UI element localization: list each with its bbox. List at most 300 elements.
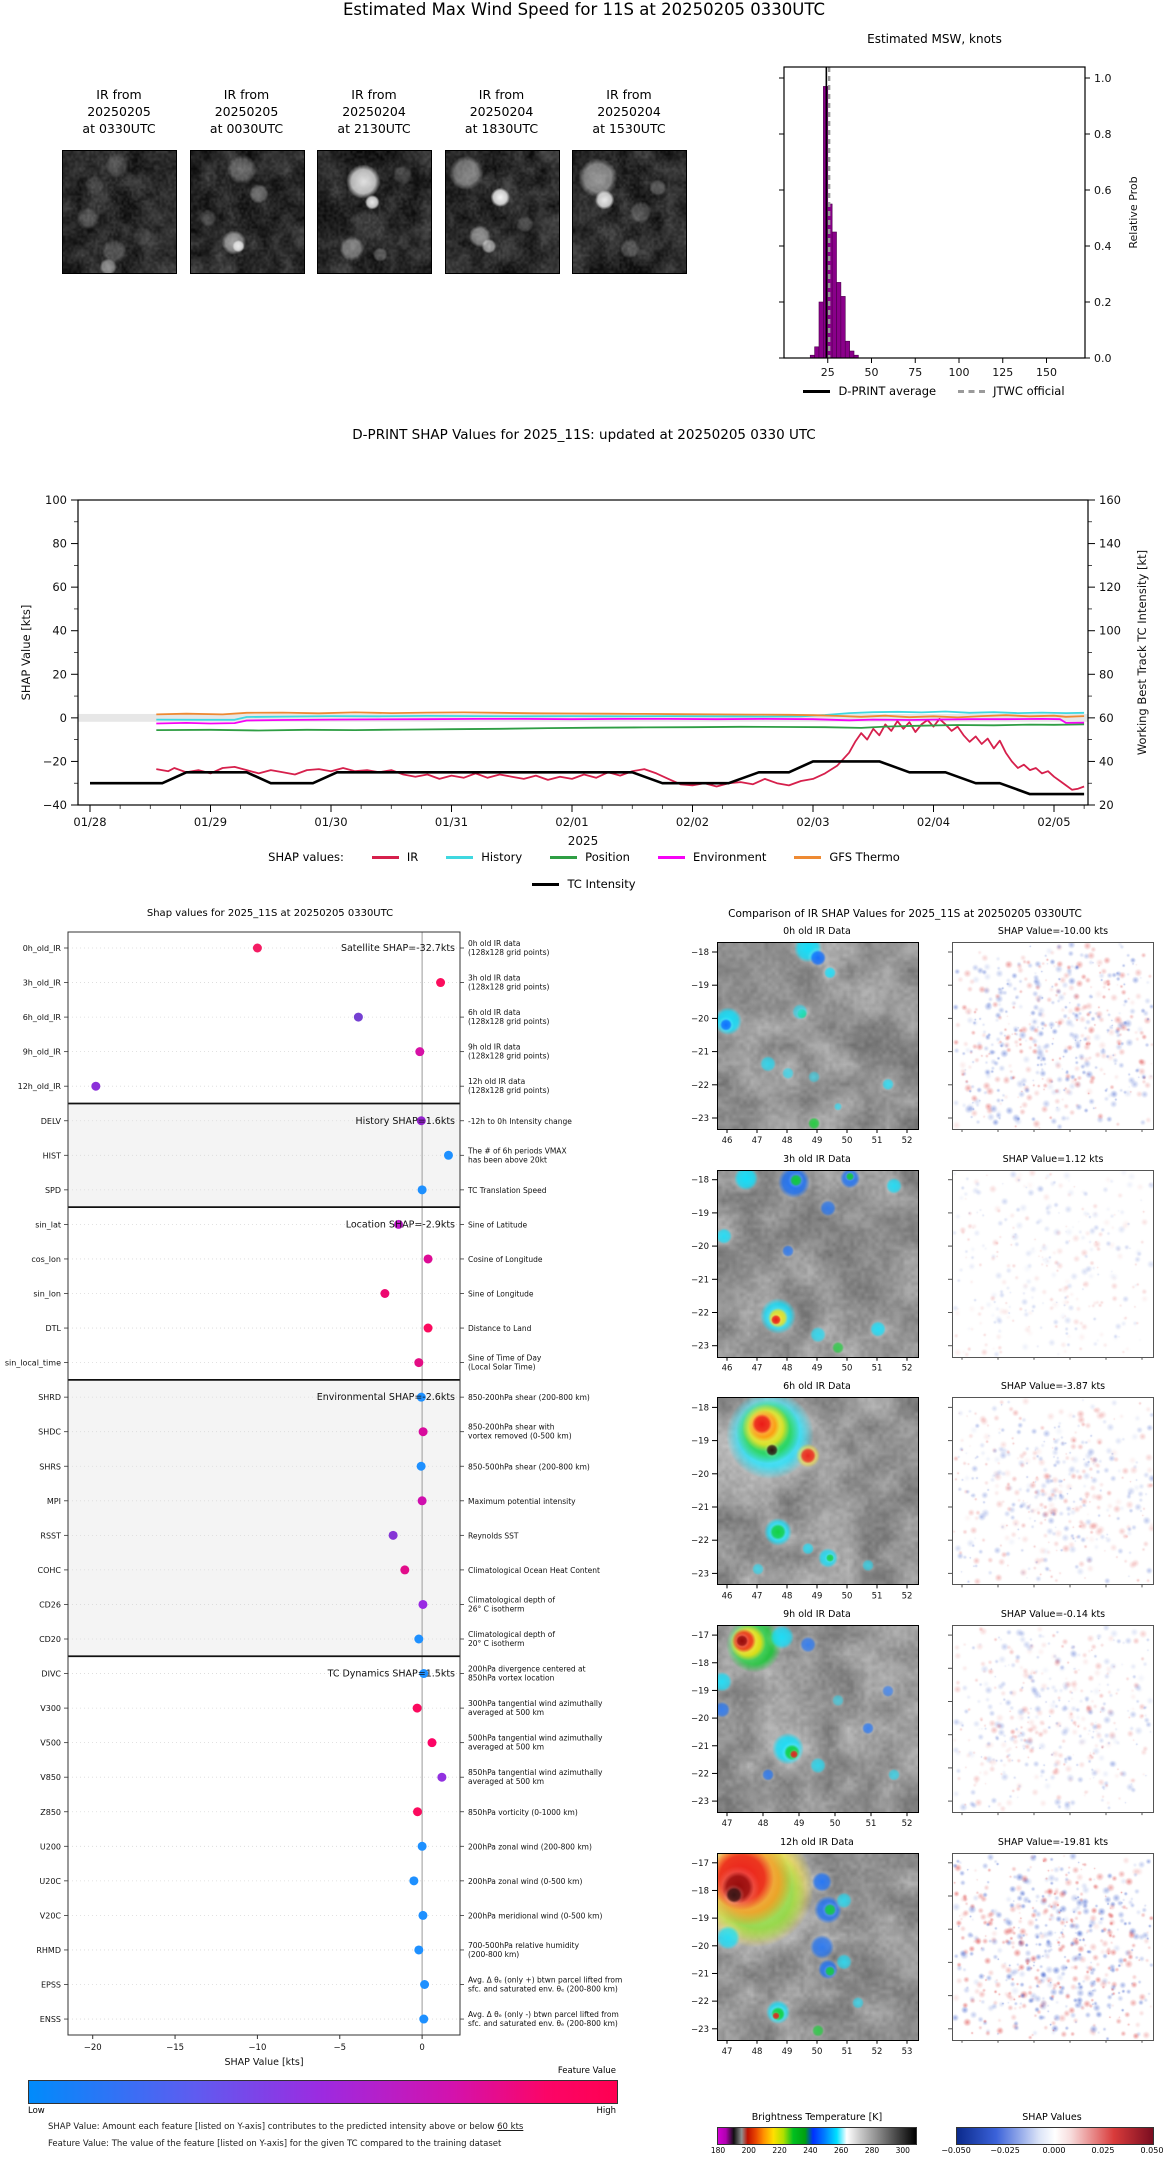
section-label: Location SHAP=-2.9kts xyxy=(345,1219,455,1231)
feature-name: RSST xyxy=(40,1531,61,1541)
legend-dprint-average xyxy=(803,384,936,398)
y-tick-label: 120 xyxy=(1099,580,1121,595)
thumb-label-line2: 20250205 xyxy=(87,104,151,119)
shap-dot-SHRS xyxy=(417,1462,426,1471)
feature-description: sfc. and saturated env. θₑ (200-800 km) xyxy=(468,1984,618,1994)
x-tick-label: −15 xyxy=(166,2043,185,2053)
map-y-tick-label: −17 xyxy=(691,1631,709,1642)
feature-name: DTL xyxy=(45,1324,61,1334)
map-y-tick-label: −22 xyxy=(691,1769,709,1780)
feature-description: -12h to 0h Intensity change xyxy=(468,1116,572,1126)
map-y-tick-label: −21 xyxy=(691,1503,709,1513)
legend-label: GFS Thermo xyxy=(829,850,900,864)
feature-description: Climatological depth of xyxy=(468,1630,555,1639)
shap-dot-6h_old_IR xyxy=(354,1013,363,1022)
x-tick-label: −5 xyxy=(333,2043,347,2053)
shap-timeseries-chart xyxy=(0,420,1168,848)
feature-description: averaged at 500 km xyxy=(468,1777,545,1787)
map-y-tick-label: −23 xyxy=(691,1341,709,1352)
feature-value-colorbar xyxy=(28,2080,618,2104)
histogram-bar xyxy=(845,341,849,358)
y-tick-label: 20 xyxy=(52,667,67,682)
feature-description: Avg. Δ θₑ (only -) btwn parcel lifted from xyxy=(468,2010,619,2020)
x-tick-label: 02/04 xyxy=(916,815,951,829)
shap-map-image xyxy=(952,1397,1154,1585)
y-axis-label-right: Working Best Track TC Intensity [kt] xyxy=(1135,549,1149,756)
thumb-label-line1: IR from xyxy=(223,87,270,102)
legend-label: Environment xyxy=(692,850,767,864)
feature-description: 12h old IR data xyxy=(468,1077,526,1087)
shap-dot-MPI xyxy=(418,1496,427,1505)
map-x-tick-label: 47 xyxy=(751,1136,763,1146)
feature-name: 6h_old_IR xyxy=(22,1013,61,1023)
x-tick-label: 75 xyxy=(908,366,923,379)
thumb-label-line2: 20250204 xyxy=(342,104,406,119)
x-tick-label: 50 xyxy=(864,366,879,379)
thumb-label-line3: at 0330UTC xyxy=(82,121,156,136)
map-y-tick-label: −20 xyxy=(691,1242,709,1253)
map-y-tick-label: −21 xyxy=(691,1275,709,1286)
histogram-bar xyxy=(850,351,854,358)
map-x-tick-label: 50 xyxy=(811,2046,823,2057)
map-x-tick-label: 49 xyxy=(811,1363,823,1374)
map-x-tick-label: 49 xyxy=(793,1819,805,1830)
feature-name: U20C xyxy=(39,1876,61,1886)
legend-item-tc-intensity xyxy=(532,877,635,891)
x-tick-label: 125 xyxy=(992,366,1014,379)
timeseries-legend-row1 xyxy=(0,850,1168,864)
y-tick-label: 40 xyxy=(52,623,67,638)
feature-name: U200 xyxy=(39,1842,61,1852)
feature-name: 3h_old_IR xyxy=(22,978,61,988)
ir-map-image xyxy=(717,1853,919,2041)
thumb-label-line3: at 2130UTC xyxy=(337,121,411,136)
feature-description: Climatological Ocean Heat Content xyxy=(468,1565,600,1575)
feature-name: ENSS xyxy=(39,2015,61,2025)
feature-name: sin_lat xyxy=(35,1220,61,1230)
thumb-label-line1: IR from xyxy=(606,87,652,102)
feature-name: SHRD xyxy=(38,1393,61,1403)
comparison-title: Comparison of IR SHAP Values for 2025_11S at 20250205 0330UTC xyxy=(728,908,1082,920)
y-tick-label: 20 xyxy=(1099,798,1114,812)
feature-description: averaged at 500 km xyxy=(468,1708,545,1718)
section-label: Environmental SHAP=-2.6kts xyxy=(316,1392,455,1404)
feature-description: 200hPa divergence centered at xyxy=(468,1664,586,1674)
y-tick-label: −40 xyxy=(42,798,67,812)
map-y-tick-label: −18 xyxy=(691,1886,709,1897)
x-tick-label: −10 xyxy=(248,2043,267,2053)
shap-map-image xyxy=(952,1625,1154,1813)
brightness-temp-colorbar-title: Brightness Temperature [K] xyxy=(751,2112,883,2123)
map-x-tick-label: 51 xyxy=(871,1591,883,1602)
map-x-tick-label: 50 xyxy=(841,1136,853,1146)
feature-description: sfc. and saturated env. θₑ (200-800 km) xyxy=(468,2019,618,2029)
map-x-tick-label: 51 xyxy=(871,1363,883,1374)
dashed-line-swatch xyxy=(958,390,985,393)
shap-dot-V850 xyxy=(437,1773,446,1782)
map-y-tick-label: −23 xyxy=(691,1114,709,1124)
legend-label: Position xyxy=(585,850,630,864)
feature-description: 6h old IR data xyxy=(468,1008,521,1018)
shap-colorbar-tick-label: 0.050 xyxy=(1140,2146,1164,2155)
legend-jtwc-official xyxy=(958,384,1064,398)
thumb-label-line1: IR from xyxy=(351,87,397,102)
shap-map-title: SHAP Value=-0.14 kts xyxy=(1000,1609,1106,1621)
map-x-tick-label: 52 xyxy=(871,2046,883,2057)
shap-dot-12h_old_IR xyxy=(91,1082,100,1091)
histogram-bar xyxy=(819,302,823,358)
map-y-tick-label: −21 xyxy=(691,1741,709,1752)
feature-description: 3h old IR data xyxy=(468,973,521,983)
ir-thumbnail-label xyxy=(564,86,694,137)
x-tick-label: 02/02 xyxy=(675,815,710,829)
y-tick-label: −20 xyxy=(42,754,67,769)
shap-dot-V20C xyxy=(418,1911,427,1920)
map-y-tick-label: −22 xyxy=(691,1997,709,2008)
feature-description: vortex removed (0-500 km) xyxy=(468,1431,572,1441)
ir-thumbnail-label xyxy=(182,86,312,137)
shap-values-colorbar-title: SHAP Values xyxy=(1022,2112,1082,2123)
y-tick-label: 0.6 xyxy=(1094,184,1112,197)
map-y-tick-label: −19 xyxy=(691,1914,709,1925)
bt-colorbar-tick-label: 300 xyxy=(895,2146,910,2155)
y-tick-label: 40 xyxy=(1099,754,1114,769)
map-y-tick-label: −21 xyxy=(691,1969,709,1980)
feature-description: 200hPa meridional wind (0-500 km) xyxy=(468,1911,603,1921)
feature-description: (200-800 km) xyxy=(468,1949,520,1959)
map-y-tick-label: −18 xyxy=(691,1658,709,1669)
shap-map-title: SHAP Value=-10.00 kts xyxy=(997,926,1109,937)
map-y-tick-label: −19 xyxy=(691,1686,709,1697)
map-x-tick-label: 49 xyxy=(811,1136,823,1146)
feature-description: has been above 20kt xyxy=(468,1155,547,1165)
histogram-bar xyxy=(841,296,845,358)
legend-label: JTWC official xyxy=(993,384,1065,398)
feature-name: HIST xyxy=(42,1151,61,1161)
feature-description: Maximum potential intensity xyxy=(468,1496,576,1506)
legend-item-history xyxy=(446,850,522,864)
line-swatch xyxy=(372,856,399,859)
section-label: TC Dynamics SHAP=1.5kts xyxy=(327,1668,455,1680)
y-tick-label: 0 xyxy=(59,710,67,725)
histogram-bar xyxy=(828,204,832,358)
line-swatch xyxy=(532,883,559,886)
feature-name: SHDC xyxy=(38,1427,61,1437)
feature-name: 0h_old_IR xyxy=(22,944,61,953)
feature-name: sin_local_time xyxy=(4,1358,61,1368)
feature-name: Z850 xyxy=(40,1807,61,1817)
feature-description: 850hPa tangential wind azimuthally xyxy=(468,1768,603,1778)
line-swatch xyxy=(550,856,577,859)
feature-name: CD20 xyxy=(39,1635,61,1644)
shap-colorbar-tick-label: 0.025 xyxy=(1091,2146,1115,2155)
feature-name: COHC xyxy=(37,1565,61,1575)
feature-description: Climatological depth of xyxy=(468,1595,555,1605)
shap-colorbar-tick-label: 0.000 xyxy=(1042,2146,1066,2155)
map-y-tick-label: −23 xyxy=(691,1797,709,1808)
bt-colorbar-tick-label: 240 xyxy=(803,2146,818,2155)
feature-name: SHRS xyxy=(39,1462,61,1472)
footnote-text: SHAP Value: Amount each feature [listed on Y-axis] contributes to the predicted intensity above or below xyxy=(48,2122,498,2132)
feature-description: 850-200hPa shear (200-800 km) xyxy=(468,1393,590,1403)
ir-thumbnail-label xyxy=(437,86,567,137)
feature-description: (128x128 grid points) xyxy=(468,948,550,957)
map-x-tick-label: 48 xyxy=(781,1136,793,1146)
feature-name: RHMD xyxy=(36,1945,61,1955)
thumb-label-line2: 20250204 xyxy=(469,104,534,119)
feature-value-footnote: Feature Value: The value of the feature [listed on Y-axis] for the given TC compared to the training dataset xyxy=(48,2139,502,2149)
shap-dot-Z850 xyxy=(413,1807,422,1816)
feature-description: (128x128 grid points) xyxy=(468,1086,550,1096)
map-x-tick-label: 51 xyxy=(865,1819,877,1830)
map-y-tick-label: −18 xyxy=(691,1403,709,1414)
shap-dot-U200 xyxy=(418,1842,427,1851)
ir-map-title: 3h old IR Data xyxy=(783,1153,851,1165)
map-y-tick-label: −22 xyxy=(691,1536,709,1547)
map-y-tick-label: −21 xyxy=(691,1047,709,1058)
feature-description: TC Translation Speed xyxy=(468,1185,547,1195)
brightness-temp-colorbar xyxy=(717,2127,917,2145)
timeseries-legend-row2 xyxy=(0,877,1168,891)
x-tick-label: 25 xyxy=(820,366,835,379)
map-x-tick-label: 47 xyxy=(751,1363,763,1374)
map-x-tick-label: 52 xyxy=(901,1136,913,1146)
histogram-bar xyxy=(815,347,819,358)
feature-name: 12h_old_IR xyxy=(17,1082,61,1092)
map-x-tick-label: 47 xyxy=(751,1591,763,1602)
shap-map-image xyxy=(952,1170,1154,1358)
axes-box xyxy=(78,500,1088,805)
y-tick-label: 1.0 xyxy=(1094,72,1112,85)
x-tick-label: 01/30 xyxy=(314,815,348,829)
ir-thumbnail-image xyxy=(445,150,560,274)
thumb-label-line2: 20250204 xyxy=(597,104,661,119)
map-y-tick-label: −18 xyxy=(691,948,709,958)
x-tick-label: 01/31 xyxy=(434,815,469,829)
shap-dot-RHMD xyxy=(414,1945,423,1954)
map-y-tick-label: −19 xyxy=(691,981,709,992)
bt-colorbar-tick-label: 280 xyxy=(864,2146,880,2155)
shap-dot-RSST xyxy=(389,1531,398,1540)
ir-map-image xyxy=(717,942,919,1130)
legend-label: IR xyxy=(406,850,419,864)
legend-label: History xyxy=(481,850,523,864)
y-tick-label: 80 xyxy=(52,536,67,551)
legend-item-environment xyxy=(658,850,766,864)
x-tick-label: 01/29 xyxy=(193,815,228,829)
legend-item-ir xyxy=(372,850,418,864)
feature-name: V850 xyxy=(40,1773,61,1783)
shap-dot-U20C xyxy=(409,1876,418,1885)
feature-name: V20C xyxy=(39,1911,61,1921)
ir-thumbnail-label xyxy=(54,86,184,137)
legend-label: D-PRINT average xyxy=(838,384,937,398)
map-y-tick-label: −20 xyxy=(691,1941,709,1952)
map-y-tick-label: −20 xyxy=(691,1014,709,1025)
shap-map-title: SHAP Value=-19.81 kts xyxy=(997,1836,1109,1848)
shap-map-title: SHAP Value=-3.87 kts xyxy=(1000,1381,1106,1393)
x-tick-label: 02/01 xyxy=(555,815,589,829)
feature-description: Sine of Latitude xyxy=(468,1220,528,1230)
feature-name: CD26 xyxy=(39,1600,61,1610)
legend-label: TC Intensity xyxy=(567,877,636,891)
histogram-bar xyxy=(832,232,836,358)
ir-thumbnail-label xyxy=(309,86,439,137)
map-x-tick-label: 50 xyxy=(829,1819,841,1830)
map-x-tick-label: 48 xyxy=(781,1591,793,1602)
feature-name: SPD xyxy=(44,1185,61,1195)
feature-description: 700-500hPa relative humidity xyxy=(468,1940,580,1950)
feature-name: EPSS xyxy=(40,1980,61,1990)
ir-thumbnail-image xyxy=(190,150,305,274)
feature-description: Sine of Longitude xyxy=(468,1289,534,1299)
series-position xyxy=(156,724,1084,730)
shap-colorbar-tick-label: −0.025 xyxy=(990,2146,1020,2155)
page-title: Estimated Max Wind Speed for 11S at 20250205 0330UTC xyxy=(342,0,826,19)
ir-map-image xyxy=(717,1397,919,1585)
line-swatch xyxy=(446,856,473,859)
shap-dot-V500 xyxy=(428,1738,437,1747)
shap-dot-SPD xyxy=(418,1185,427,1194)
shap-dot-CD20 xyxy=(414,1635,423,1644)
histogram-legend xyxy=(700,384,1168,398)
map-y-tick-label: −17 xyxy=(691,1858,709,1869)
bt-colorbar-tick-label: 180 xyxy=(710,2146,726,2155)
map-x-tick-label: 52 xyxy=(901,1591,913,1602)
shap-dot-CD26 xyxy=(418,1600,427,1609)
map-x-tick-label: 51 xyxy=(841,2046,853,2057)
shap-dot-COHC xyxy=(400,1565,409,1574)
shap-dot-EPSS xyxy=(420,1980,429,1989)
feature-description: 20° C isotherm xyxy=(468,1639,525,1648)
thumb-label-line1: IR from xyxy=(478,87,525,102)
histogram-title: Estimated MSW, knots xyxy=(867,32,1002,46)
shap-dot-DTL xyxy=(424,1324,433,1333)
feature-description: 0h old IR data xyxy=(468,939,521,948)
line-swatch xyxy=(658,856,685,859)
ir-map-image xyxy=(717,1170,919,1358)
feature-name: V300 xyxy=(40,1704,61,1714)
feature-description: (128x128 grid points) xyxy=(468,982,550,992)
feature-description: Sine of Time of Day xyxy=(468,1353,542,1363)
feature-description: (Local Solar Time) xyxy=(468,1362,536,1372)
map-x-tick-label: 50 xyxy=(841,1363,853,1374)
section-shading xyxy=(68,1380,460,1656)
feature-description: The # of 6h periods VMAX xyxy=(468,1146,567,1156)
shap-dot-cos_lon xyxy=(424,1254,433,1263)
shap-colorbar-tick-label: −0.050 xyxy=(941,2146,971,2155)
map-x-tick-label: 46 xyxy=(721,1591,733,1602)
y-tick-label: 0.0 xyxy=(1094,352,1112,365)
feature-name: V500 xyxy=(40,1738,61,1748)
ir-map-title: 9h old IR Data xyxy=(783,1609,851,1621)
histogram-bar xyxy=(836,282,840,358)
legend-item-gfs-thermo xyxy=(794,850,899,864)
line-swatch xyxy=(794,856,821,859)
series-tc-intensity xyxy=(90,761,1084,794)
feature-description: (128x128 grid points) xyxy=(468,1051,550,1061)
map-y-tick-label: −18 xyxy=(691,1175,709,1186)
footnote-underlined: 60 kts xyxy=(497,2122,524,2132)
ir-thumbnail-image xyxy=(572,150,687,274)
feature-description: 9h old IR data xyxy=(468,1042,521,1052)
map-x-tick-label: 50 xyxy=(841,1591,853,1602)
map-x-tick-label: 46 xyxy=(721,1363,733,1374)
feature-description: 300hPa tangential wind azimuthally xyxy=(468,1699,603,1709)
shap-dot-0h_old_IR xyxy=(253,944,262,953)
map-y-tick-label: −20 xyxy=(691,1714,709,1725)
feature-name: DIVC xyxy=(41,1669,61,1679)
ir-map-title: 6h old IR Data xyxy=(783,1381,851,1393)
map-x-tick-label: 52 xyxy=(901,1819,913,1830)
thumb-label-line3: at 1830UTC xyxy=(464,121,539,136)
x-tick-label: 02/03 xyxy=(796,815,830,829)
x-axis-label: SHAP Value [kts] xyxy=(224,2057,304,2068)
shap-value-footnote xyxy=(48,2122,523,2132)
thumb-label-line1: IR from xyxy=(96,87,142,102)
ir-map-title: 0h old IR Data xyxy=(783,926,851,937)
y-tick-label: 100 xyxy=(45,493,67,507)
x-axis-label: 2025 xyxy=(567,834,599,848)
map-y-tick-label: −20 xyxy=(691,1469,709,1480)
shap-map-title: SHAP Value=1.12 kts xyxy=(1002,1153,1104,1165)
map-x-tick-label: 53 xyxy=(901,2046,913,2057)
map-x-tick-label: 49 xyxy=(811,1591,823,1602)
map-x-tick-label: 47 xyxy=(721,1819,733,1830)
msw-histogram xyxy=(700,28,1168,378)
y-tick-label: 60 xyxy=(52,580,67,595)
map-x-tick-label: 52 xyxy=(901,1363,913,1374)
y-axis-label: Relative Prob xyxy=(1127,176,1140,249)
feature-description: Distance to Land xyxy=(468,1324,532,1334)
feature-description: 850hPa vortex location xyxy=(468,1673,555,1683)
map-y-tick-label: −23 xyxy=(691,1569,709,1580)
feature-name: DELV xyxy=(40,1116,61,1126)
feature-name: 9h_old_IR xyxy=(22,1047,61,1057)
y-tick-label: 100 xyxy=(1099,623,1121,638)
map-y-tick-label: −19 xyxy=(691,1208,709,1219)
feature-description: Reynolds SST xyxy=(468,1531,519,1541)
shap-dot-HIST xyxy=(444,1151,453,1160)
shap-dot-SHDC xyxy=(419,1427,428,1436)
map-y-tick-label: −22 xyxy=(691,1080,709,1091)
y-tick-label: 160 xyxy=(1099,493,1121,507)
ir-thumbnail-image xyxy=(317,150,432,274)
shap-dot-sin_lon xyxy=(380,1289,389,1298)
feature-name: sin_lon xyxy=(33,1289,61,1299)
map-y-tick-label: −19 xyxy=(691,1436,709,1447)
feature-description: Avg. Δ θₑ (only +) btwn parcel lifted from xyxy=(468,1975,623,1985)
thumb-label-line3: at 0030UTC xyxy=(209,121,284,136)
x-tick-label: 01/28 xyxy=(73,815,107,829)
thumb-label-line3: at 1530UTC xyxy=(592,121,666,136)
x-tick-label: −20 xyxy=(83,2043,102,2053)
y-tick-label: 60 xyxy=(1099,710,1114,725)
map-x-tick-label: 48 xyxy=(757,1819,769,1830)
x-tick-label: 02/05 xyxy=(1037,815,1071,829)
feature-description: Cosine of Longitude xyxy=(468,1254,543,1264)
shap-features-title: Shap values for 2025_11S at 20250205 0330UTC xyxy=(146,908,394,919)
shap-dot-ENSS xyxy=(419,2015,428,2024)
map-x-tick-label: 46 xyxy=(721,1136,733,1146)
shap-dot-sin_local_time xyxy=(414,1358,423,1367)
feature-value-colorbar-title: Feature Value xyxy=(557,2066,616,2076)
shap-dot-3h_old_IR xyxy=(436,978,445,987)
feature-name: cos_lon xyxy=(31,1254,61,1264)
bt-colorbar-tick-label: 220 xyxy=(772,2146,787,2155)
thumb-label-line2: 20250205 xyxy=(214,104,279,119)
feature-description: 850-500hPa shear (200-800 km) xyxy=(468,1462,590,1472)
